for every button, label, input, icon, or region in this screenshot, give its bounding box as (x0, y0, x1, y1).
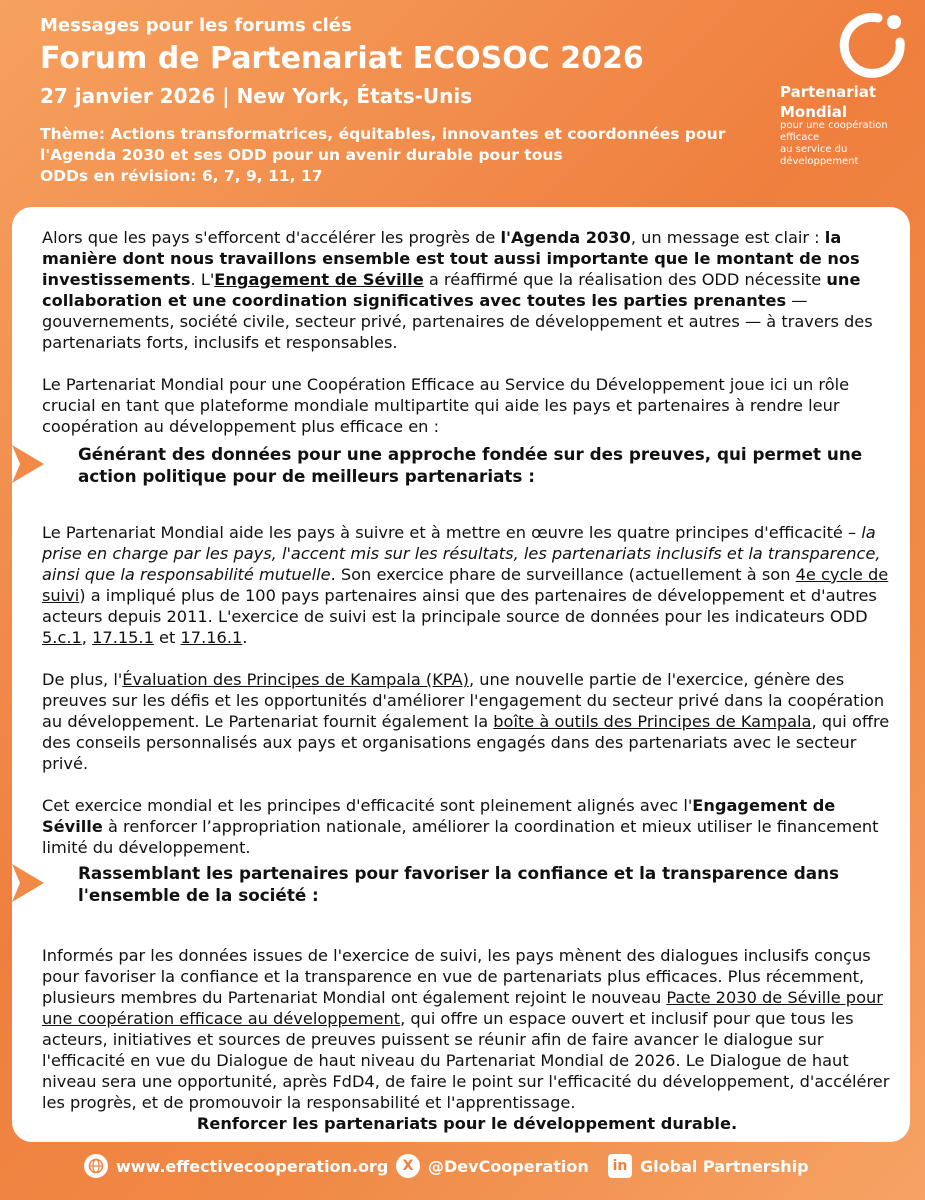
link-indicator-17151[interactable]: 17.15.1 (92, 628, 154, 647)
logo-line1: Partenariat (780, 83, 877, 101)
x-icon: X (396, 1154, 420, 1178)
paragraph-kampala: De plus, l'Évaluation des Principes de Kampala (KPA), une nouvelle partie de l'exercice, génère des preuves sur les défis et les opportunités d'améliorer l'engagement du secteur privé dans la coopération au développement. Le Partenariat fournit également la boîte à outils des Principes de Kampala, qui offre des conseils personnalisés aux pays et organisations engagés dans des partenariats avec le secteur privé. (42, 670, 890, 773)
section-heading-data: Générant des données pour une approche fondée sur des preuves, qui permet une action politique pour de meilleurs partenariats : (42, 443, 892, 487)
footer-twitter[interactable] (396, 1154, 589, 1178)
partnership-logo (780, 8, 920, 168)
content-card (12, 207, 910, 1142)
paragraph-role: Le Partenariat Mondial pour une Coopération Efficace au Service du Développement joue ici un rôle crucial en tant que plateforme mondiale multipartite qui aide les pays et partenaires à rendre leur coopération au développement plus efficace en : (42, 375, 850, 436)
footer-website[interactable] (84, 1154, 388, 1178)
link-indicator-5c1[interactable]: 5.c.1 (42, 628, 82, 647)
header-title: Forum de Partenariat ECOSOC 2026 (40, 41, 644, 76)
theme-text: Thème: Actions transformatrices, équitables, innovantes et coordonnées pour l'Agenda 2030 et ses ODD pour un avenir durable pour tous (40, 125, 726, 164)
paragraph-monitoring: Le Partenariat Mondial aide les pays à suivre et à mettre en œuvre les quatre principes d'efficacité – la prise en charge par les pays, l'accent mis sur les résultats, les partenariats inclusifs et la transparence, ainsi que la responsabilité mutuelle. Son exercice phare de surveillance (actuellement à son 4e cycle de suivi) a impliqué plus de 100 pays partenaires ainsi que des partenaires de développement et d'autres acteurs depuis 2011. L'exercice de suivi est la principale source de données pour les indicateurs ODD 5.c.1, 17.15.1 et 17.16.1. (42, 523, 889, 647)
closing-statement: Renforcer les partenariats pour le développement durable. (196, 1114, 738, 1133)
twitter-handle[interactable]: @DevCooperation (428, 1156, 589, 1176)
website-link[interactable]: www.effectivecooperation.org (116, 1156, 389, 1176)
header-theme (40, 124, 730, 187)
arrow-icon (12, 445, 44, 483)
paragraph-intro: Alors que les pays s'efforcent d'accélérer les progrès de l'Agenda 2030, un message est clair : la manière dont nous travaillons ensemble est tout aussi importante que le montant de nos investissements. L'Engagement de Séville a réaffirmé que la réalisation des ODD nécessite une collaboration et une coordination significatives avec toutes les parties prenantes — gouvernements, société civile, secteur privé, partenaires de développement et autres — à travers des partenariats forts, inclusifs et responsables. (42, 228, 873, 352)
sdgs-under-review: ODDs en révision: 6, 7, 9, 11, 17 (40, 167, 323, 185)
logo-line2: Mondial (780, 103, 848, 121)
link-kpa[interactable]: Évaluation des Principes de Kampala (KPA) (122, 670, 469, 689)
header-subtitle: Messages pour les forums clés (40, 15, 352, 36)
link-engagement-seville[interactable]: Engagement de Séville (214, 270, 424, 289)
paragraph-alignment: Cet exercice mondial et les principes d'efficacité sont pleinement alignés avec l'Engagement de Séville à renforcer l’appropriation nationale, améliorer la coordination et mieux utiliser le financement limité du développement. (42, 796, 879, 857)
header-date-location: 27 janvier 2026 | New York, États-Unis (40, 84, 473, 108)
body-content (42, 227, 892, 1134)
link-monitoring-round[interactable]: 4e cycle de suivi (42, 565, 889, 605)
logo-tagline1: pour une coopération efficace (780, 120, 888, 143)
logo-tagline2: au service du développement (780, 144, 859, 167)
footer-linkedin[interactable] (608, 1154, 809, 1178)
header (40, 14, 740, 187)
linkedin-icon: in (608, 1154, 632, 1178)
link-indicator-17161[interactable]: 17.16.1 (180, 628, 243, 647)
linkedin-name[interactable]: Global Partnership (640, 1156, 809, 1176)
footer (84, 1150, 904, 1186)
paragraph-dialogues: Informés par les données issues de l'exercice de suivi, les pays mènent des dialogues inclusifs conçus pour favoriser la confiance et la transparence en vue de partenariats plus efficaces. Plus récemment, plusieurs membres du Partenariat Mondial ont également rejoint le nouveau Pacte 2030 de Séville pour une coopération efficace au développement, qui offre un espace ouvert et inclusif pour que tous les acteurs, initiatives et sources de preuves puissent se réunir afin de faire avancer le dialogue sur l'efficacité en vue du Dialogue de haut niveau du Partenariat Mondial de 2026. Le Dialogue de haut niveau sera une opportunité, après FdD4, de faire le point sur l'efficacité du développement, d'accélérer les progrès, et de promouvoir la responsabilité et l'apprentissage. (42, 946, 890, 1112)
section-heading-trust: Rassemblant les partenaires pour favoriser la confiance et la transparence dans l'ensemble de la société : (42, 862, 892, 906)
globe-icon (84, 1154, 108, 1178)
arrow-icon (12, 864, 44, 902)
partnership-logo-icon (832, 8, 908, 80)
link-seville-pact[interactable]: Pacte 2030 de Séville pour une coopération efficace au développement (42, 988, 883, 1028)
link-kampala-toolkit[interactable]: boîte à outils des Principes de Kampala (493, 712, 812, 731)
